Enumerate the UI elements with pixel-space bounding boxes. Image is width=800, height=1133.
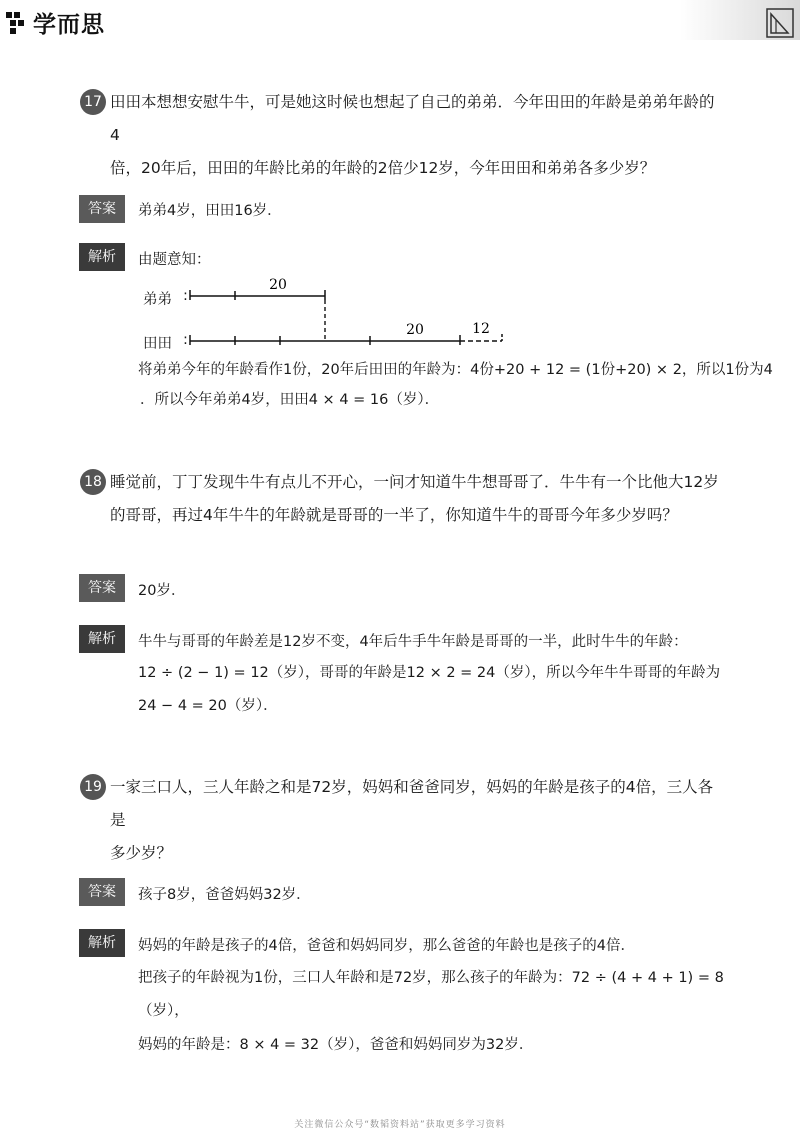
analysis-tag: 解析 [79,243,125,271]
segment-diagram [185,270,515,350]
analysis-intro: 由题意知： [138,252,211,268]
question-17 [80,86,720,185]
question-19 [80,771,720,870]
logo [4,6,105,39]
segment-label-12: 12 [472,321,490,337]
footer-watermark: 关注微信公众号“数韬资料站”获取更多学习资料 [294,1120,506,1130]
diagram-colon: : [183,332,188,348]
analysis-line: 牛牛与哥哥的年龄差是12岁不变，4年后牛手牛年龄是哥哥的一半，此时牛牛的年龄： [138,634,688,650]
answer-text: 弟弟4岁，田田16岁． [138,203,282,219]
analysis-line: 妈妈的年龄是：8 × 4 = 32（岁），爸爸和妈妈同岁为32岁． [138,1037,534,1053]
answer-text: 孩子8岁，爸爸妈妈32岁． [138,887,311,903]
question-number-badge: 17 [80,89,106,115]
answer-tag: 答案 [79,878,125,906]
segment-label-20-bottom: 20 [406,322,424,338]
question-text: 睡觉前，丁丁发现牛牛有点儿不开心，一问才知道牛牛想哥哥了．牛牛有一个比他大12岁 的哥哥，再过4年牛牛的年龄就是哥哥的一半了，你知道牛牛的哥哥今年多少岁吗？ [110,473,719,524]
analysis-line: 妈妈的年龄是孩子的4倍，爸爸和妈妈同岁，那么爸爸的年龄也是孩子的4倍． [138,938,635,954]
analysis-line: 将弟弟今年的年龄看作1份，20年后田田的年龄为：4份+20 + 12 = (1份+20) × 2，所以1份为4 [138,362,773,378]
question-18 [80,466,720,532]
answer-tag: 答案 [79,574,125,602]
analysis-line: 12 ÷ (2 − 1) = 12（岁），哥哥的年龄是12 × 2 = 24（岁），所以今年牛牛哥哥的年龄为 [138,665,721,681]
logo-mark-icon [4,9,30,37]
analysis-line: 24 − 4 = 20（岁）． [138,698,278,714]
corner-emblem-icon [766,8,794,38]
diagram-label-tiantian: 田田 [143,336,172,352]
diagram-label-brother: 弟弟 [143,292,172,308]
answer-text: 20岁． [138,583,186,599]
segment-label-20-top: 20 [269,277,287,293]
logo-text: 学而思 [33,12,105,38]
diagram-colon: : [183,288,188,304]
analysis-line: （岁）， [138,1003,189,1019]
analysis-tag: 解析 [79,929,125,957]
analysis-line: ．所以今年弟弟4岁，田田4 × 4 = 16（岁）． [140,392,440,408]
answer-tag: 答案 [79,195,125,223]
question-number-badge: 18 [80,469,106,495]
analysis-tag: 解析 [79,625,125,653]
question-text: 田田本想想安慰牛牛，可是她这时候也想起了自己的弟弟．今年田田的年龄是弟弟年龄的4 倍，20年后，田田的年龄比弟的年龄的2倍少12岁，今年田田和弟弟各多少岁？ [110,93,715,177]
analysis-line: 把孩子的年龄视为1份，三口人年龄和是72岁，那么孩子的年龄为：72 ÷ (4 + 4 + 1) = 8 [138,970,724,986]
question-number-badge: 19 [80,774,106,800]
question-text: 一家三口人，三人年龄之和是72岁，妈妈和爸爸同岁，妈妈的年龄是孩子的4倍，三人各是 多少岁？ [110,778,714,862]
